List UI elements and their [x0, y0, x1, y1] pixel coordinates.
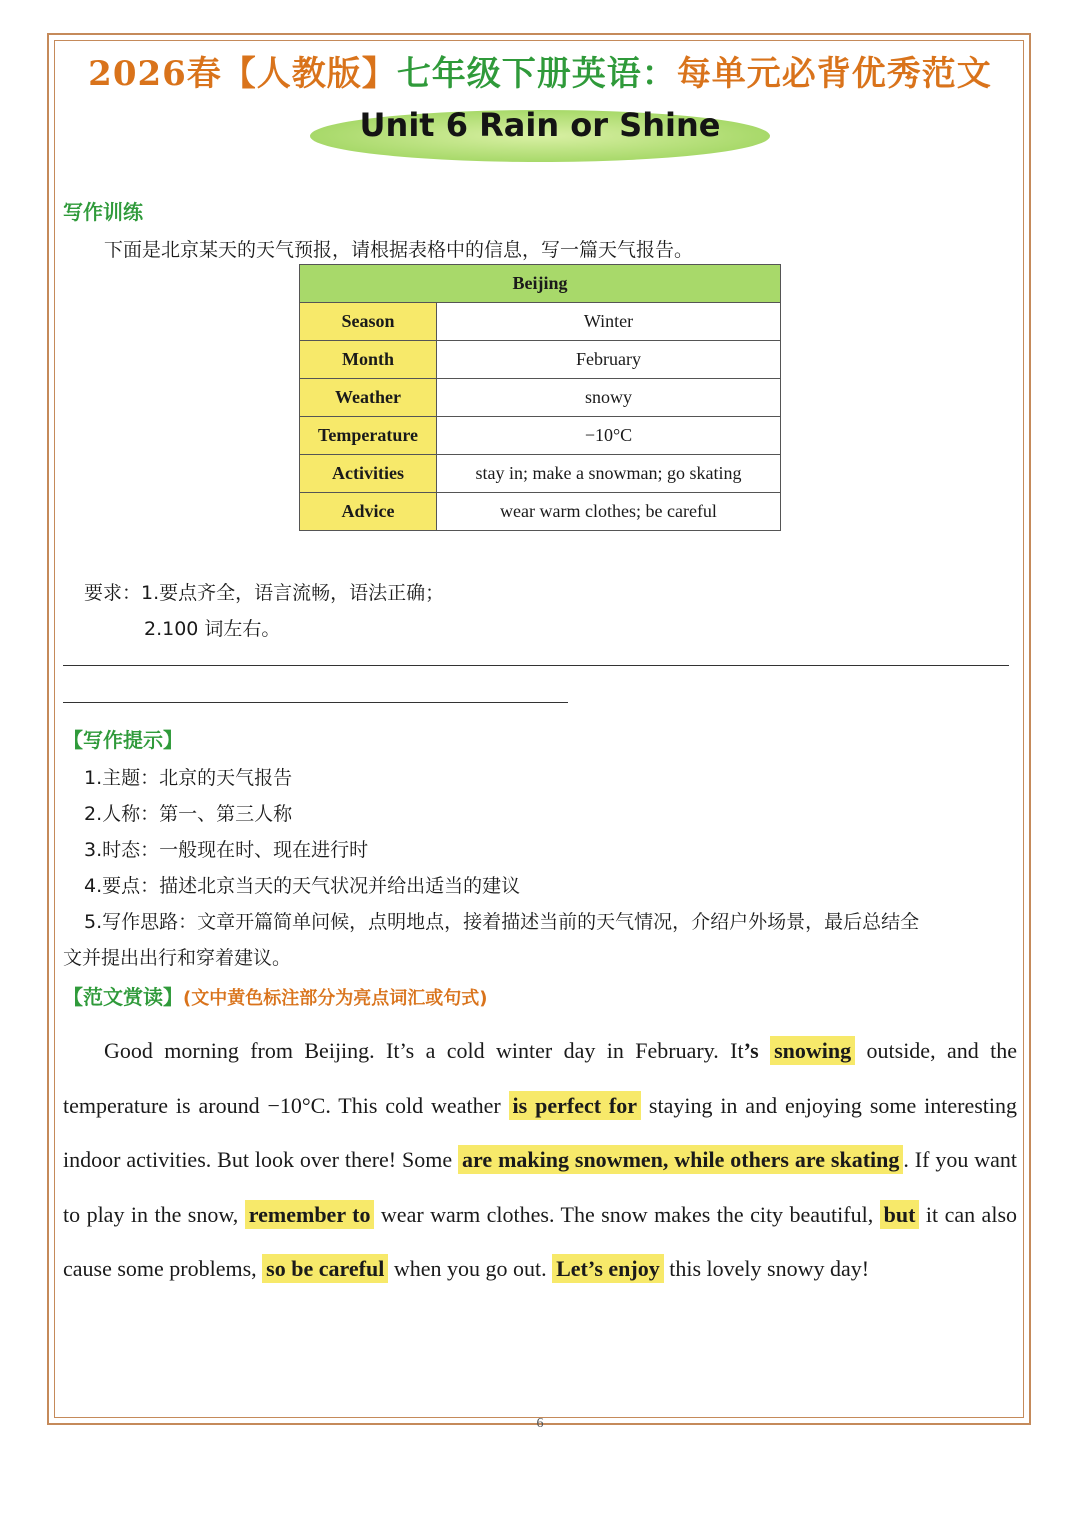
- highlight-phrase: are making snowmen, while others are skating: [458, 1145, 903, 1174]
- highlight-phrase: is perfect for: [509, 1091, 641, 1120]
- page-number: 6: [536, 1416, 544, 1431]
- answer-line-2: [63, 702, 568, 703]
- weather-table: [299, 264, 781, 531]
- essay-text: it can also cause some problems,: [63, 1201, 1017, 1281]
- essay-text: when you go out.: [388, 1256, 553, 1281]
- document-title: [0, 46, 1080, 95]
- tip-item: 4.要点：描述北京当天的天气状况并给出适当的建议: [84, 875, 521, 897]
- unit-title: Unit 6 Rain or Shine: [359, 106, 721, 144]
- row-value: Winter: [437, 303, 781, 341]
- row-value: February: [437, 341, 781, 379]
- title-part-1: 2026春【人教版】: [88, 54, 397, 94]
- row-label: Season: [300, 303, 437, 341]
- essay-heading: [63, 981, 487, 1010]
- essay-text: staying in and enjoying some interesting indoor activities. But look over there! Some: [63, 1092, 1017, 1172]
- essay-text: outside, and the temperature is around −10°C. This cold weather: [63, 1038, 1018, 1118]
- essay-heading-note: (文中黄色标注部分为亮点词汇或句式): [183, 988, 488, 1009]
- essay-text: Good morning from Beijing. It’s a cold winter day in February. It: [104, 1038, 744, 1063]
- table-row: [300, 379, 781, 417]
- answer-line-1: [63, 665, 1009, 666]
- table-row: [300, 341, 781, 379]
- table-row: [300, 493, 781, 531]
- tips-heading: 【写作提示】: [63, 728, 183, 752]
- row-label: Month: [300, 341, 437, 379]
- table-row: [300, 303, 781, 341]
- essay-heading-label: 【范文赏读】: [63, 985, 183, 1009]
- row-value: snowy: [437, 379, 781, 417]
- essay-text: ’s: [743, 1038, 759, 1063]
- requirement-2: 2.100 词左右。: [144, 618, 281, 640]
- row-value: stay in; make a snowman; go skating: [437, 455, 781, 493]
- highlight-phrase: Let’s enjoy: [552, 1254, 664, 1283]
- row-value: wear warm clothes; be careful: [437, 493, 781, 531]
- highlight-phrase: remember to: [245, 1200, 375, 1229]
- table-row: [300, 417, 781, 455]
- row-label: Weather: [300, 379, 437, 417]
- table-row: [300, 455, 781, 493]
- requirement-1: 要求：1.要点齐全，语言流畅，语法正确；: [84, 582, 445, 604]
- tip-item: 3.时态：一般现在时、现在进行时: [84, 839, 369, 861]
- table-header: Beijing: [300, 265, 781, 303]
- title-part-3: 每单元必背优秀范文: [676, 54, 992, 94]
- essay-text: this lovely snowy day!: [663, 1256, 870, 1281]
- row-label: Activities: [300, 455, 437, 493]
- highlight-phrase: but: [880, 1200, 920, 1229]
- writing-instruction: 下面是北京某天的天气预报，请根据表格中的信息，写一篇天气报告。: [104, 239, 694, 261]
- sample-essay: [63, 1024, 1017, 1297]
- essay-text: wear warm clothes. The snow makes the city beautiful,: [374, 1201, 880, 1227]
- tip-item: 2.人称：第一、第三人称: [84, 803, 293, 825]
- tip-item: 文并提出出行和穿着建议。: [63, 947, 292, 969]
- tip-item: 1.主题：北京的天气报告: [84, 767, 293, 789]
- row-value: −10°C: [437, 417, 781, 455]
- tip-item: 5.写作思路：文章开篇简单问候，点明地点，接着描述当前的天气情况，介绍户外场景，最后总结全: [84, 911, 920, 933]
- highlight-phrase: snowing: [770, 1036, 855, 1065]
- essay-text: [759, 1038, 770, 1063]
- title-part-2: 七年级下册英语：: [396, 54, 677, 94]
- row-label: Temperature: [300, 417, 437, 455]
- essay-text: . If you want to play in the snow,: [63, 1147, 1017, 1227]
- writing-heading: 写作训练: [63, 200, 143, 224]
- highlight-phrase: so be careful: [262, 1254, 388, 1283]
- row-label: Advice: [300, 493, 437, 531]
